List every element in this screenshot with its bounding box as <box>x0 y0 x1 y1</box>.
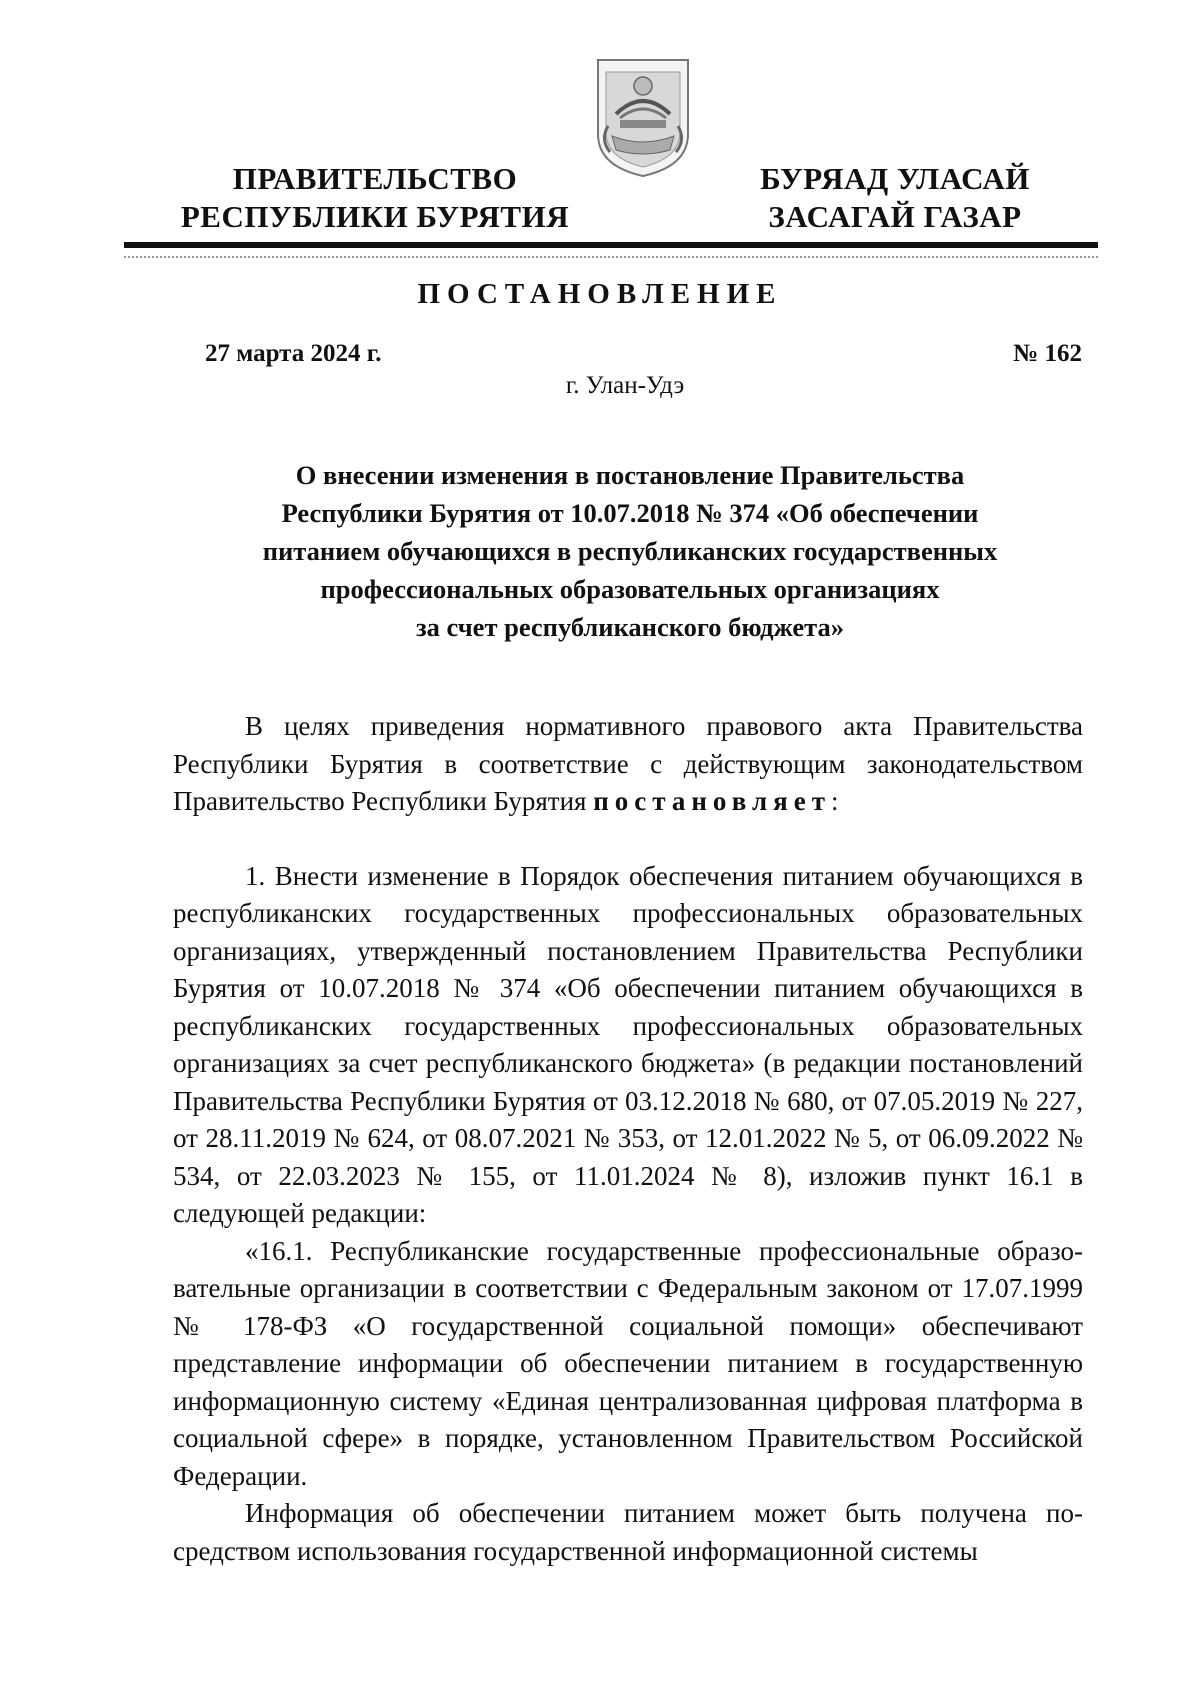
decree-word: постановляет <box>593 786 831 816</box>
header-right <box>710 160 1080 236</box>
header-left <box>170 160 580 236</box>
item-1-paragraph: 1. Внести изменение в Порядок обеспечения питанием обучающихся в республиканских государственных профессиональных образовательных организациях, утвержденный постановлением Правительства Республики Бурятия от 10.07.2018 № 374 «Об обеспечении питанием обучающихся в республиканских государственных профессиональных образовательных организациях за счет республиканского бюджета» (в редакции постановлений Правительства Республики Бурятия от 03.12.2018 № 680, от 07.05.2019 № 227, от 28.11.2019 № 624, от 08.07.2021 № 353, от 12.01.2022 № 5, от 06.09.2022 № 534, от 22.03.2023 № 155, от 11.01.2024 № 8), изложив пункт 16.1 в следующей редакции: <box>173 860 1083 1228</box>
document-date: 27 марта 2024 г. <box>205 340 382 367</box>
document-type: ПОСТАНОВЛЕНИЕ <box>417 278 783 310</box>
header-left-line1: ПРАВИТЕЛЬСТВО <box>232 161 518 196</box>
preamble-paragraph <box>173 708 1083 821</box>
document-number: № 162 <box>1013 340 1082 367</box>
header-left-line2: РЕСПУБЛИКИ БУРЯТИЯ <box>180 199 570 234</box>
document-body <box>173 708 1083 1570</box>
title-line: О внесении изменения в постановление Правительства <box>295 460 965 490</box>
item-1-quote-paragraph: «16.1. Республиканские государственные профессиональные образовательные организации в соответствии с Федеральным законом от 17.07.1999 № 178-ФЗ «О государственной социальной помощи» обеспечивают представление информации об обеспечении питанием в государственную информационную систему «Единая централизованная цифровая платформа в социальной сфере» в порядке, установленном Правительством Российской Федерации. <box>173 1235 1083 1491</box>
info-paragraph: Информация об обеспечении питанием может быть получена посредством использования государственной информационной системы <box>173 1498 1083 1566</box>
header-divider <box>124 242 1098 248</box>
title-line: Республики Бурятия от 10.07.2018 № 374 «Об обеспечении <box>281 498 979 528</box>
decree-tail: : <box>830 786 839 816</box>
preamble-text: В целях приведения нормативного правового акта Правительства Республики Бурятия в соответствие с действующим законодательством Правительство Республики Бурятия <box>173 711 1083 816</box>
title-line: за счет республиканского бюджета» <box>415 612 844 642</box>
header-right-line1: БУРЯАД УЛАСАЙ <box>760 161 1030 196</box>
document-city: г. Улан-Удэ <box>565 372 685 399</box>
header-right-line2: ЗАСАГАЙ ГАЗАР <box>768 199 1022 234</box>
header-divider-dotted <box>124 256 1098 258</box>
coat-of-arms-icon <box>594 56 692 178</box>
title-line: питанием обучающихся в республиканских государственных <box>262 536 998 566</box>
title-line: профессиональных образовательных организациях <box>320 574 940 604</box>
document-title <box>200 456 1060 646</box>
